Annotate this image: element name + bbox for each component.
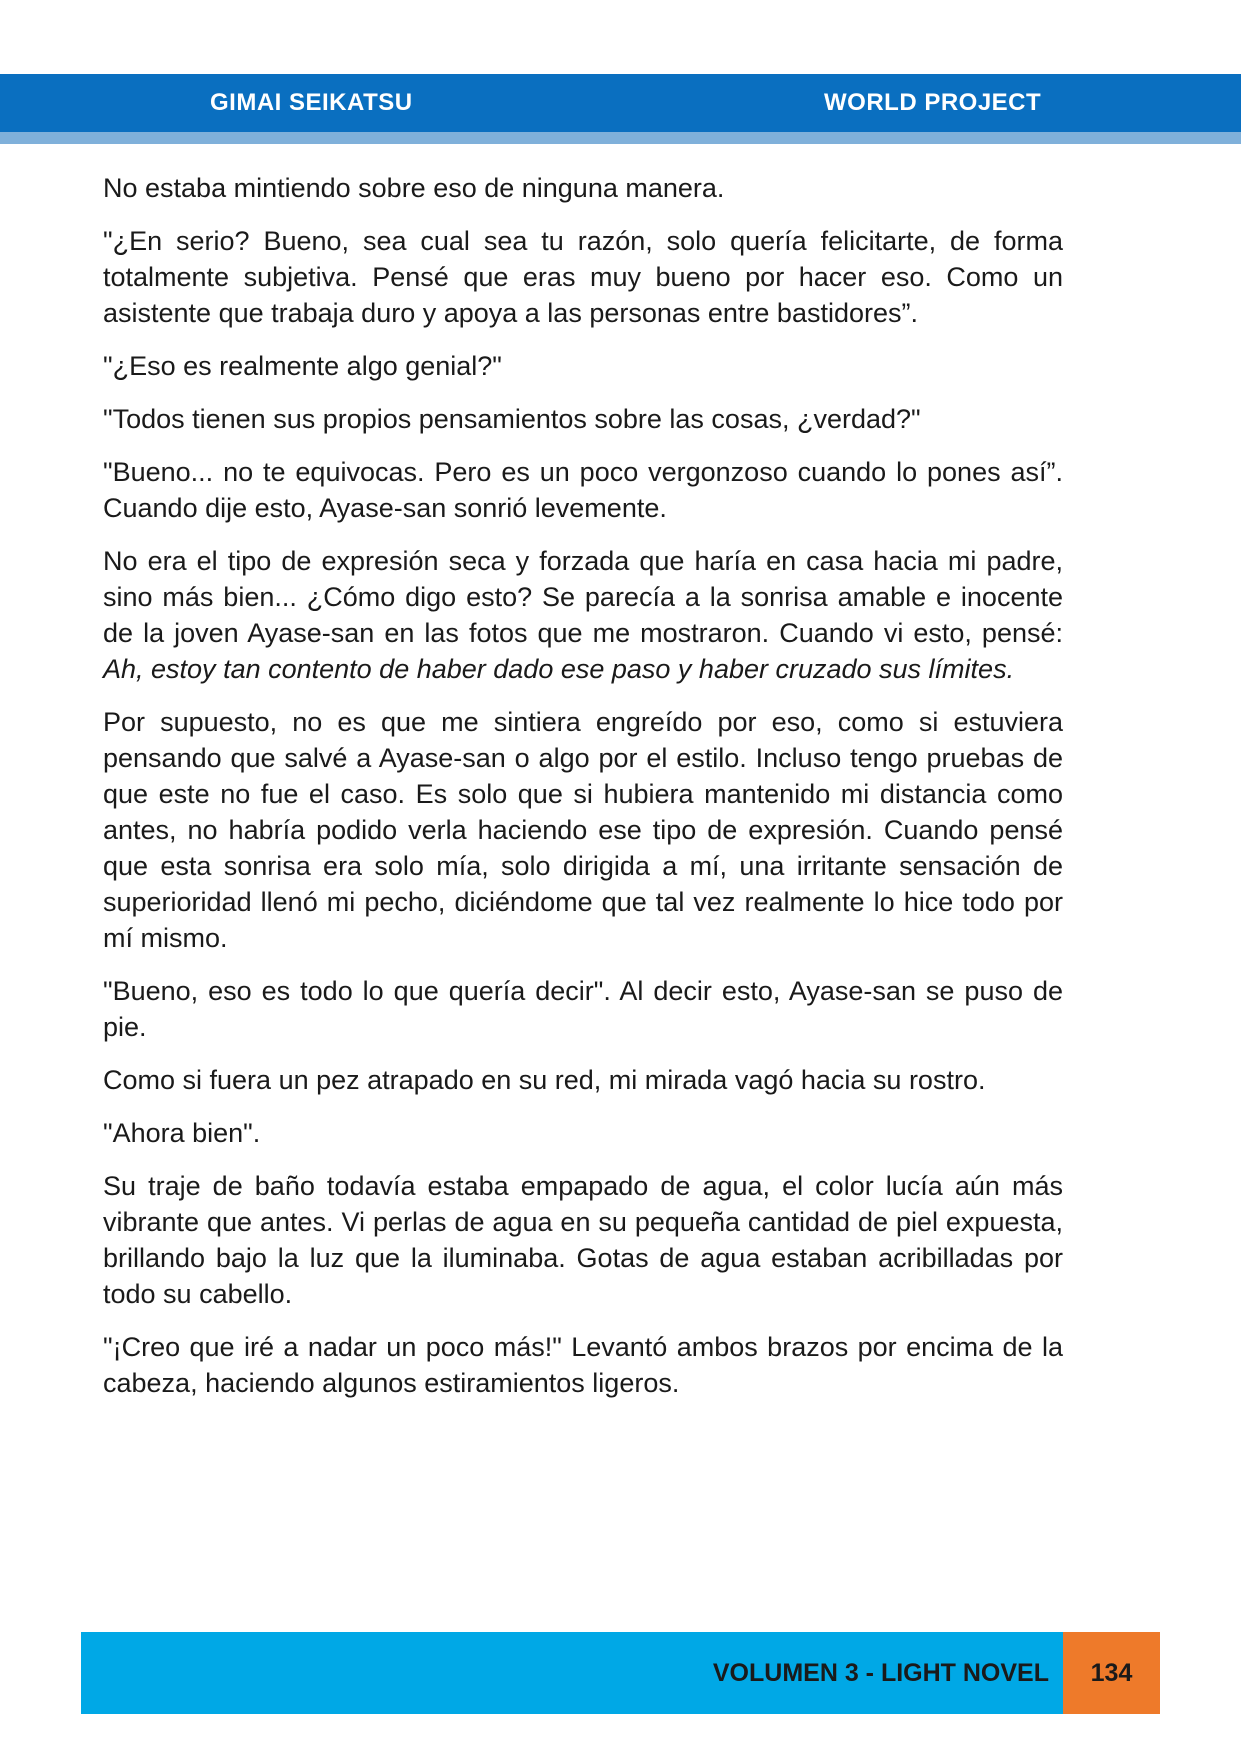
header-project-name: WORLD PROJECT [824, 89, 1042, 116]
header-bar [0, 74, 1241, 132]
paragraph [103, 543, 1063, 687]
header-stripe [0, 132, 1241, 144]
page-number: 134 [1063, 1632, 1160, 1714]
paragraph: "Bueno... no te equivocas. Pero es un poco vergonzoso cuando lo pones así”. Cuando dije esto, Ayase-san sonrió levemente. [103, 457, 1063, 523]
paragraph: "Bueno, eso es todo lo que quería decir". Al decir esto, Ayase-san se puso de pie. [103, 976, 1063, 1042]
paragraph: Su traje de baño todavía estaba empapado de agua, el color lucía aún más vibrante que antes. Vi perlas de agua en su pequeña cantidad de piel expuesta, brillando bajo la luz que la iluminaba. Gotas de agua estaban acribilladas por todo su cabello. [103, 1171, 1063, 1309]
paragraph: No estaba mintiendo sobre eso de ninguna manera. [103, 173, 725, 203]
paragraph: "¿En serio? Bueno, sea cual sea tu razón, solo quería felicitarte, de forma totalmente subjetiva. Pensé que eras muy bueno por hacer eso. Como un asistente que trabaja duro y apoya a las personas entre bastidores”. [103, 226, 1063, 328]
italic-thought: Ah, estoy tan contento de haber dado ese paso y haber cruzado sus límites. [103, 654, 1015, 684]
footer-volume-label: VOLUMEN 3 - LIGHT NOVEL [712, 1659, 1049, 1687]
page-body [103, 170, 1063, 1418]
header-series-title: GIMAI SEIKATSU [210, 89, 413, 116]
paragraph: Por supuesto, no es que me sintiera engreído por eso, como si estuviera pensando que salvé a Ayase-san o algo por el estilo. Incluso tengo pruebas de que este no fue el caso. Es solo que si hubiera mantenido mi distancia como antes, no habría podido verla haciendo ese tipo de expresión. Cuando pensé que esta sonrisa era solo mía, solo dirigida a mí, una irritante sensación de superioridad llenó mi pecho, diciéndome que tal vez realmente lo hice todo por mí mismo. [103, 707, 1063, 953]
paragraph-text: No era el tipo de expresión seca y forzada que haría en casa hacia mi padre, sino más bien... ¿Cómo digo esto? Se parecía a la sonrisa amable e inocente de la joven Ayase-san en las fotos que me mostraron. Cuando vi esto, pensé: [103, 546, 1063, 648]
paragraph: "¿Eso es realmente algo genial?" [103, 351, 502, 381]
paragraph: "Todos tienen sus propios pensamientos sobre las cosas, ¿verdad?" [103, 404, 921, 434]
paragraph: "Ahora bien". [103, 1118, 261, 1148]
paragraph: Como si fuera un pez atrapado en su red, mi mirada vagó hacia su rostro. [103, 1065, 986, 1095]
paragraph: "¡Creo que iré a nadar un poco más!" Levantó ambos brazos por encima de la cabeza, haciendo algunos estiramientos ligeros. [103, 1332, 1063, 1398]
